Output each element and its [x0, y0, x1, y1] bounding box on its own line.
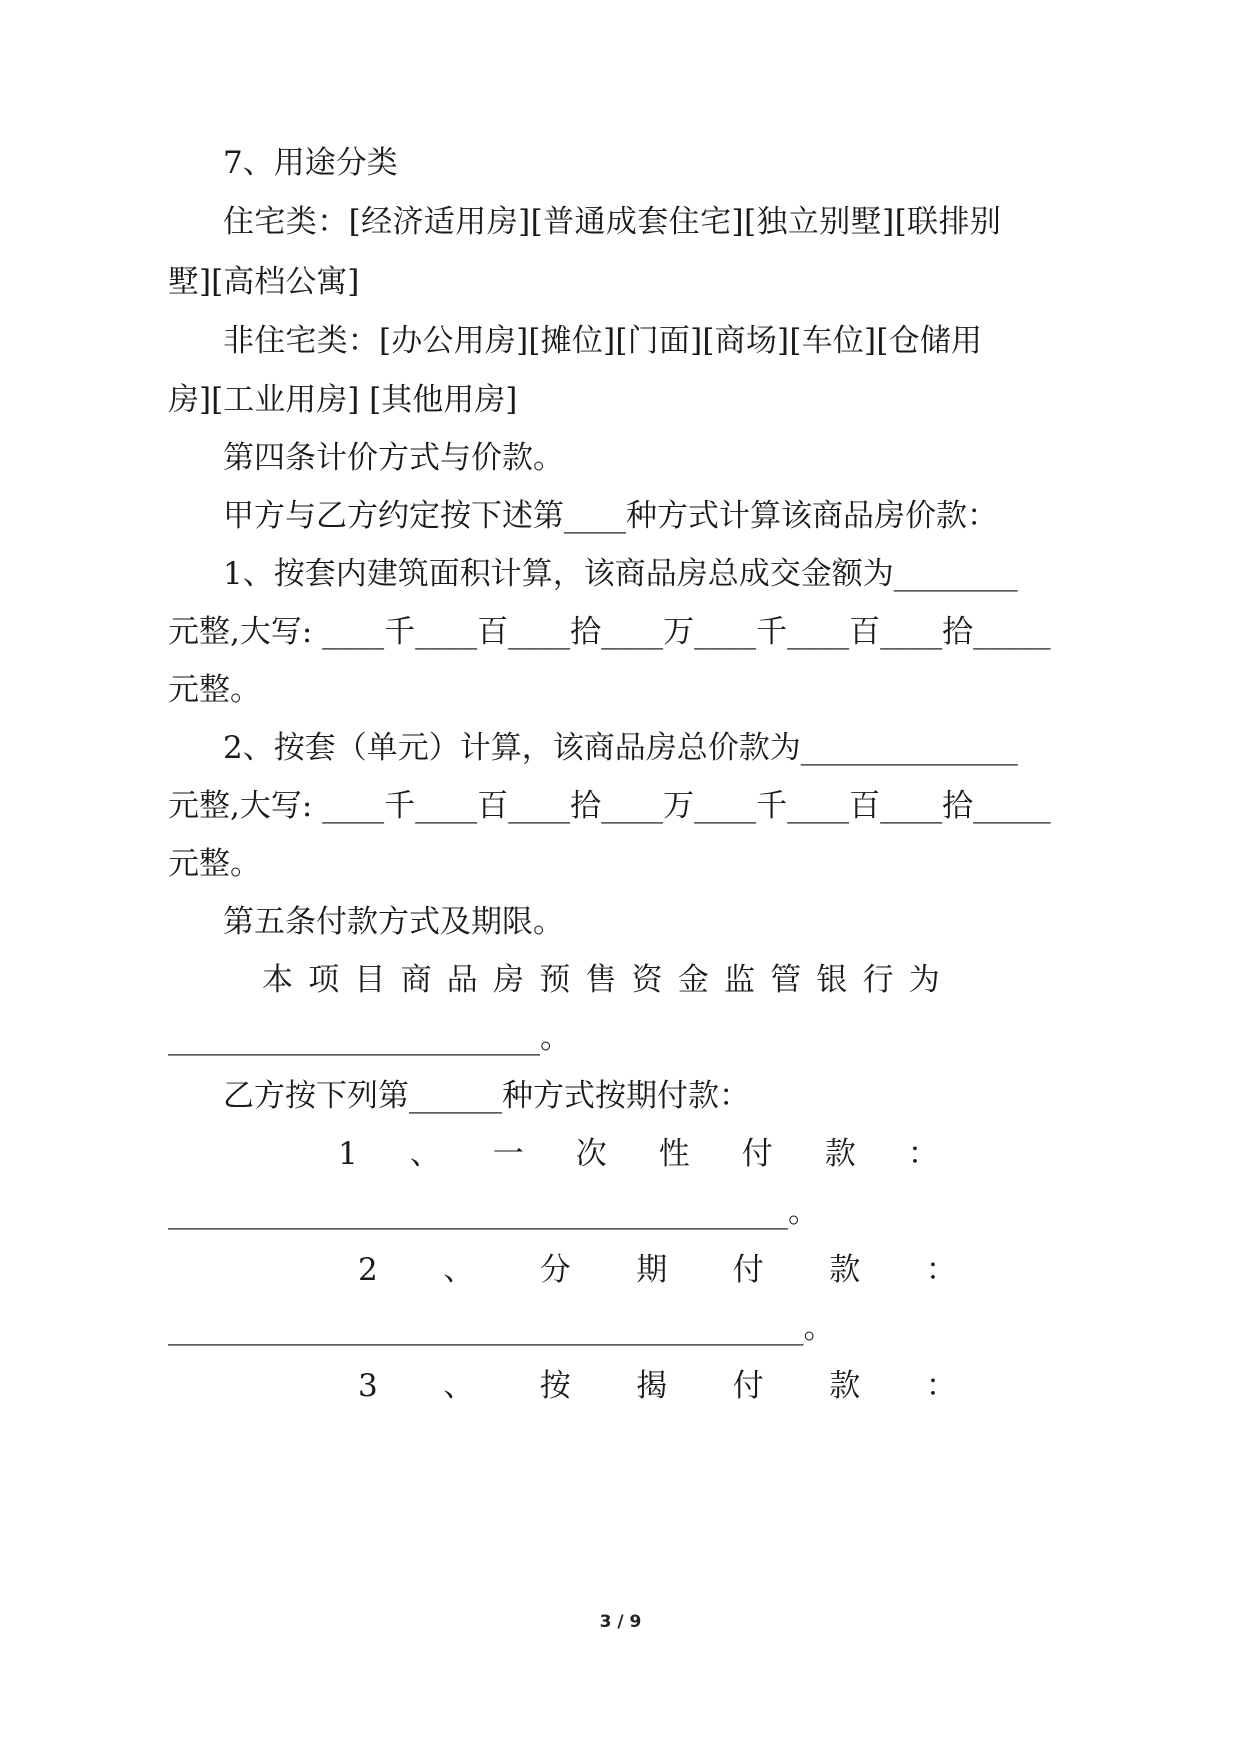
supervising-bank-line1 — [262, 960, 955, 1000]
residential-types-line2: 墅][高档公寓] — [168, 264, 360, 300]
article5-title: 第五条付款方式及期限。 — [223, 904, 564, 940]
supervising-bank-line2: ________________________。 — [168, 1020, 571, 1056]
pricing-option1-line2: 元整,大写: ____千____百____拾____万____千____百____拾_____ — [168, 614, 1051, 650]
pricing-option2-line1: 2、按套（单元）计算，该商品房总价款为______________ — [223, 730, 1018, 766]
payment-method1-text: 1、一次性付款： — [338, 1136, 991, 1172]
payment-method3-label — [358, 1366, 1022, 1406]
page-number: 3 / 9 — [599, 1612, 642, 1632]
supervising-bank-label: 本项目商品房预售资金监管银行为 — [262, 962, 955, 998]
nonresidential-types-line1: 非住宅类：[办公用房][摊位][门面][商场][车位][仓储用 — [223, 323, 983, 359]
pricing-method-agreement: 甲方与乙方约定按下述第____种方式计算该商品房价款： — [223, 498, 998, 534]
pricing-option1-line1: 1、按套内建筑面积计算，该商品房总成交金额为________ — [223, 556, 1018, 592]
payment-method3-text: 3、按揭付款： — [358, 1368, 1023, 1404]
payment-method2-text: 2、分期付款： — [358, 1252, 1023, 1288]
item7-title: 7、用途分类 — [223, 145, 398, 181]
payment-method2-label — [358, 1250, 1022, 1290]
article4-title: 第四条计价方式与价款。 — [223, 440, 564, 476]
pricing-option1-line3: 元整。 — [168, 672, 261, 708]
payment-method1-label — [338, 1134, 991, 1174]
nonresidential-types-line2: 房][工业用房] [其他用房] — [168, 382, 518, 418]
payment-method1-blank: ________________________________________。 — [168, 1194, 819, 1230]
payment-method-select: 乙方按下列第______种方式按期付款： — [223, 1078, 750, 1114]
residential-types-line1: 住宅类：[经济适用房][普通成套住宅][独立别墅][联排别 — [223, 204, 1002, 240]
pricing-option2-line3: 元整。 — [168, 846, 261, 882]
pricing-option2-line2: 元整,大写: ____千____百____拾____万____千____百____拾_____ — [168, 788, 1051, 824]
payment-method2-blank: _________________________________________。 — [168, 1310, 835, 1346]
